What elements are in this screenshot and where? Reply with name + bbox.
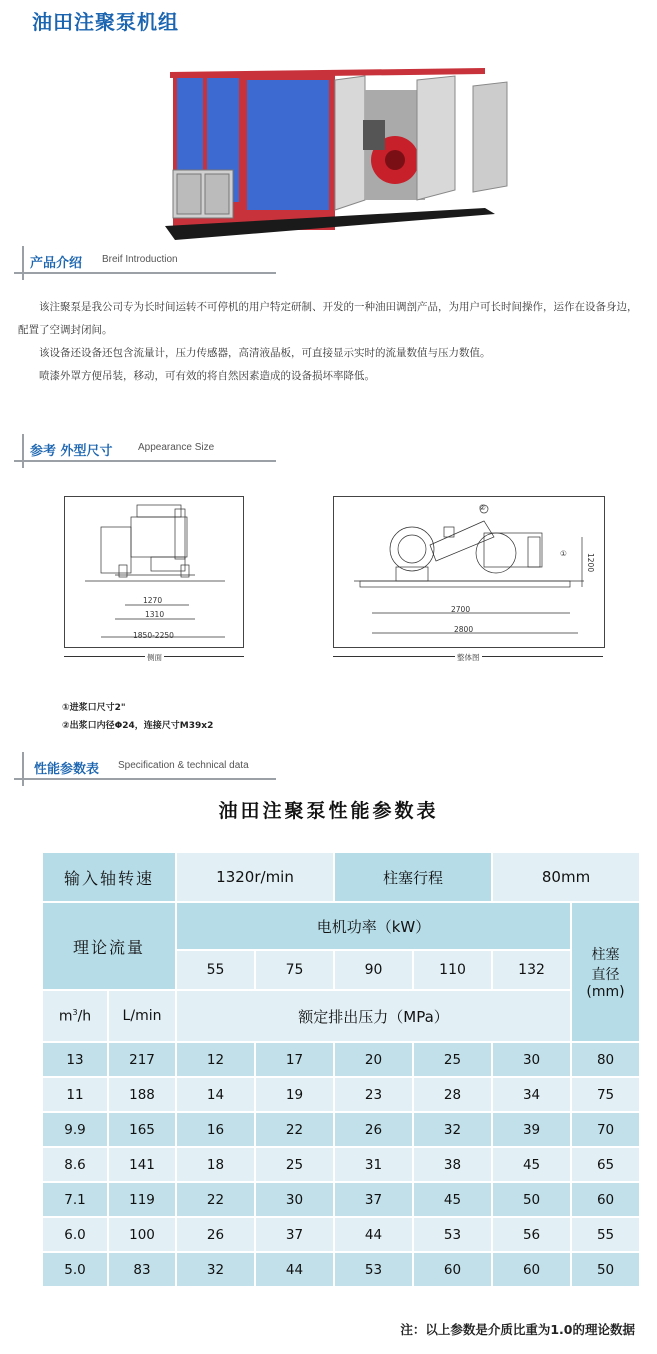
speed-label: 输入轴转速 [43,853,175,901]
power-value: 55 [177,951,254,989]
table-cell: 70 [572,1113,639,1146]
table-cell: 44 [335,1218,412,1251]
table-cell: 8.6 [43,1148,107,1181]
table-row [43,1183,639,1216]
table-row [43,1078,639,1111]
table-cell: 55 [572,1218,639,1251]
table-cell: 53 [414,1218,491,1251]
marker-label: ① [560,549,567,558]
table-cell: 75 [572,1078,639,1111]
intro-paragraph: 喷漆外罩方便吊装，移动，可有效的将自然因素造成的设备损坏率降低。 [39,370,375,382]
table-cell: 6.0 [43,1218,107,1251]
dim-label: 2800 [454,625,474,634]
plunger-label-line: 直径 [591,967,620,983]
table-cell: 38 [414,1148,491,1181]
table-row [43,1043,639,1076]
pressure-label: 额定排出压力（MPa） [177,991,570,1041]
marker-label: ② [479,503,486,512]
table-cell: 39 [493,1113,570,1146]
table-cell: 34 [493,1078,570,1111]
section-size-header [14,434,276,468]
overall-drawing [333,496,605,648]
unit-lmin: L/min [109,991,175,1041]
table-cell: 25 [414,1043,491,1076]
table-cell: 188 [109,1078,175,1111]
power-value: 75 [256,951,333,989]
table-cell: 23 [335,1078,412,1111]
spec-table [41,851,641,1288]
plunger-label [572,903,639,1041]
table-cell: 50 [572,1253,639,1286]
page-title: 油田注聚泵机组 [32,10,179,34]
table-cell: 26 [177,1218,254,1251]
table-row [43,1113,639,1146]
table-cell: 20 [335,1043,412,1076]
table-cell: 31 [335,1148,412,1181]
table-cell: 53 [335,1253,412,1286]
table-cell: 22 [256,1113,333,1146]
table-cell: 45 [414,1183,491,1216]
plunger-label-line: (mm) [586,984,625,1000]
note-inlet: ①进浆口尺寸2" [62,703,126,713]
table-cell: 83 [109,1253,175,1286]
dim-label: 1270 [143,596,163,605]
speed-value: 1320r/min [177,853,333,901]
intro-text [18,296,646,388]
dim-label: 1200 [586,553,595,573]
power-value: 132 [493,951,570,989]
intro-paragraph: 该注聚泵是我公司专为长时间运转不可停机的用户特定研制、开发的一种油田调剖产品，为用户可长时间操作，运作在设备身边，配置了空调封闭间。 [18,301,638,336]
table-row [43,1148,639,1181]
table-cell: 32 [177,1253,254,1286]
table-cell: 17 [256,1043,333,1076]
table-cell: 16 [177,1113,254,1146]
table-cell: 165 [109,1113,175,1146]
intro-paragraph: 该设备还设备还包含流量计，压力传感器，高清液晶板，可直接显示实时的流量数值与压力数值。 [39,347,491,359]
section-intro-header [14,246,276,280]
flow-label: 理论流量 [43,903,175,989]
section-spec-header [14,752,276,786]
table-cell: 12 [177,1043,254,1076]
side-view-sketch [65,497,243,647]
plunger-label-line: 柱塞 [591,947,620,963]
table-cell: 22 [177,1183,254,1216]
table-cell: 25 [256,1148,333,1181]
footnote: 注：以上参数是介质比重为1.0的理论数据 [400,1322,635,1337]
table-cell: 45 [493,1148,570,1181]
section-intro-subtitle: Breif Introduction [102,254,178,265]
section-spec-subtitle: Specification & technical data [118,760,249,771]
dim-label: 1850-2250 [133,631,174,640]
table-cell: 60 [572,1183,639,1216]
side-view-caption: 侧面 [147,653,162,662]
section-size-title: 参考 外型尺寸 [30,444,113,459]
table-cell: 65 [572,1148,639,1181]
product-photo [155,50,515,250]
stroke-label: 柱塞行程 [335,853,491,901]
table-cell: 119 [109,1183,175,1216]
table-cell: 13 [43,1043,107,1076]
table-cell: 26 [335,1113,412,1146]
stroke-value: 80mm [493,853,639,901]
overall-caption: 整体图 [457,653,480,662]
table-cell: 19 [256,1078,333,1111]
table-cell: 9.9 [43,1113,107,1146]
table-cell: 60 [414,1253,491,1286]
table-cell: 50 [493,1183,570,1216]
table-cell: 217 [109,1043,175,1076]
note-outlet: ②出浆口内径Φ24，连接尺寸M39x2 [62,721,214,731]
table-title: 油田注聚泵性能参数表 [218,800,439,822]
side-view-drawing [64,496,244,648]
table-cell: 30 [256,1183,333,1216]
unit-m3h: $m^3/h$ [43,991,107,1041]
table-cell: 44 [256,1253,333,1286]
table-row [43,1253,639,1286]
section-intro-title: 产品介绍 [30,256,83,271]
table-cell: 60 [493,1253,570,1286]
dim-label: 1310 [145,610,165,619]
table-cell: 14 [177,1078,254,1111]
table-cell: 18 [177,1148,254,1181]
table-cell: 100 [109,1218,175,1251]
table-cell: 30 [493,1043,570,1076]
section-spec-title: 性能参数表 [34,762,100,777]
table-cell: 141 [109,1148,175,1181]
table-cell: 11 [43,1078,107,1111]
table-row [43,1218,639,1251]
table-cell: 80 [572,1043,639,1076]
table-cell: 56 [493,1218,570,1251]
table-cell: 7.1 [43,1183,107,1216]
power-value: 90 [335,951,412,989]
section-size-subtitle: Appearance Size [138,442,215,453]
table-cell: 5.0 [43,1253,107,1286]
table-cell: 37 [335,1183,412,1216]
dim-label: 2700 [451,605,471,614]
table-cell: 32 [414,1113,491,1146]
power-value: 110 [414,951,491,989]
table-cell: 28 [414,1078,491,1111]
power-label: 电机功率（kW） [177,903,570,949]
table-cell: 37 [256,1218,333,1251]
